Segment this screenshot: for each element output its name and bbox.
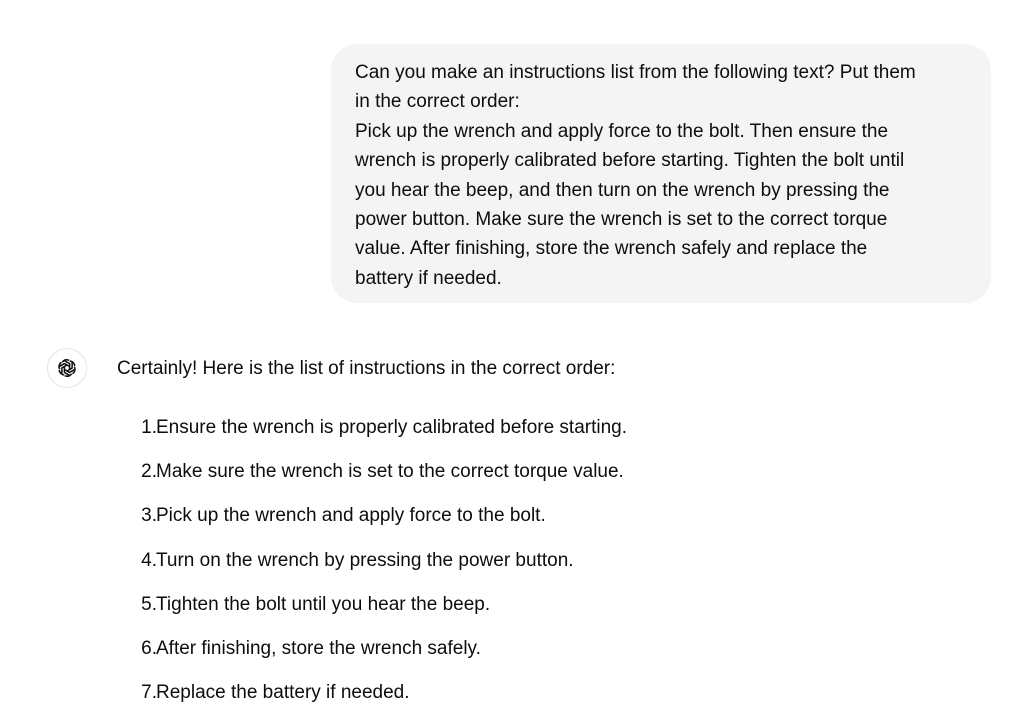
list-item-text: Ensure the wrench is properly calibrated before starting.: [156, 417, 628, 438]
instructions-list: [117, 415, 627, 723]
list-item: [117, 592, 627, 636]
list-item-number: 1.: [141, 417, 157, 438]
list-item-text: Tighten the bolt until you hear the beep.: [156, 593, 491, 615]
list-item-text: Replace the battery if needed.: [156, 682, 410, 704]
user-message-line: in the correct order:: [355, 91, 520, 113]
user-message-bubble: [331, 44, 991, 303]
list-item-text: After finishing, store the wrench safely.: [156, 637, 481, 659]
user-message-line: you hear the beep, and then turn on the wrench by pressing the: [355, 179, 890, 201]
list-item-number: 7.: [141, 682, 157, 704]
list-item-number: 4.: [141, 549, 157, 571]
user-message-line: battery if needed.: [355, 267, 502, 289]
list-item: [117, 503, 627, 547]
assistant-avatar: [47, 348, 87, 388]
list-item-number: 5.: [141, 593, 157, 615]
list-item-text: Make sure the wrench is set to the correct torque value.: [156, 461, 624, 483]
list-item: [117, 415, 627, 459]
list-item: [117, 459, 627, 503]
assistant-intro-text: Certainly! Here is the list of instructions in the correct order:: [117, 358, 616, 379]
list-item-number: 2.: [141, 461, 157, 483]
list-item-number: 6.: [141, 637, 157, 659]
user-message-line: power button. Make sure the wrench is set to the correct torque: [355, 209, 888, 231]
list-item: [117, 548, 627, 592]
user-message-line: value. After finishing, store the wrench safely and replace the: [355, 238, 868, 260]
user-message-text: [355, 58, 967, 293]
list-item-number: 3.: [141, 505, 157, 527]
openai-logo-icon: [55, 356, 79, 380]
list-item: [117, 680, 627, 723]
list-item-text: Turn on the wrench by pressing the power button.: [156, 549, 574, 571]
user-message-line: wrench is properly calibrated before starting. Tighten the bolt until: [355, 150, 905, 172]
list-item-text: Pick up the wrench and apply force to the bolt.: [156, 505, 546, 527]
user-message-line: Pick up the wrench and apply force to the bolt. Then ensure the: [355, 120, 889, 142]
user-message-line: Can you make an instructions list from the following text? Put them: [355, 62, 916, 83]
list-item: [117, 636, 627, 680]
